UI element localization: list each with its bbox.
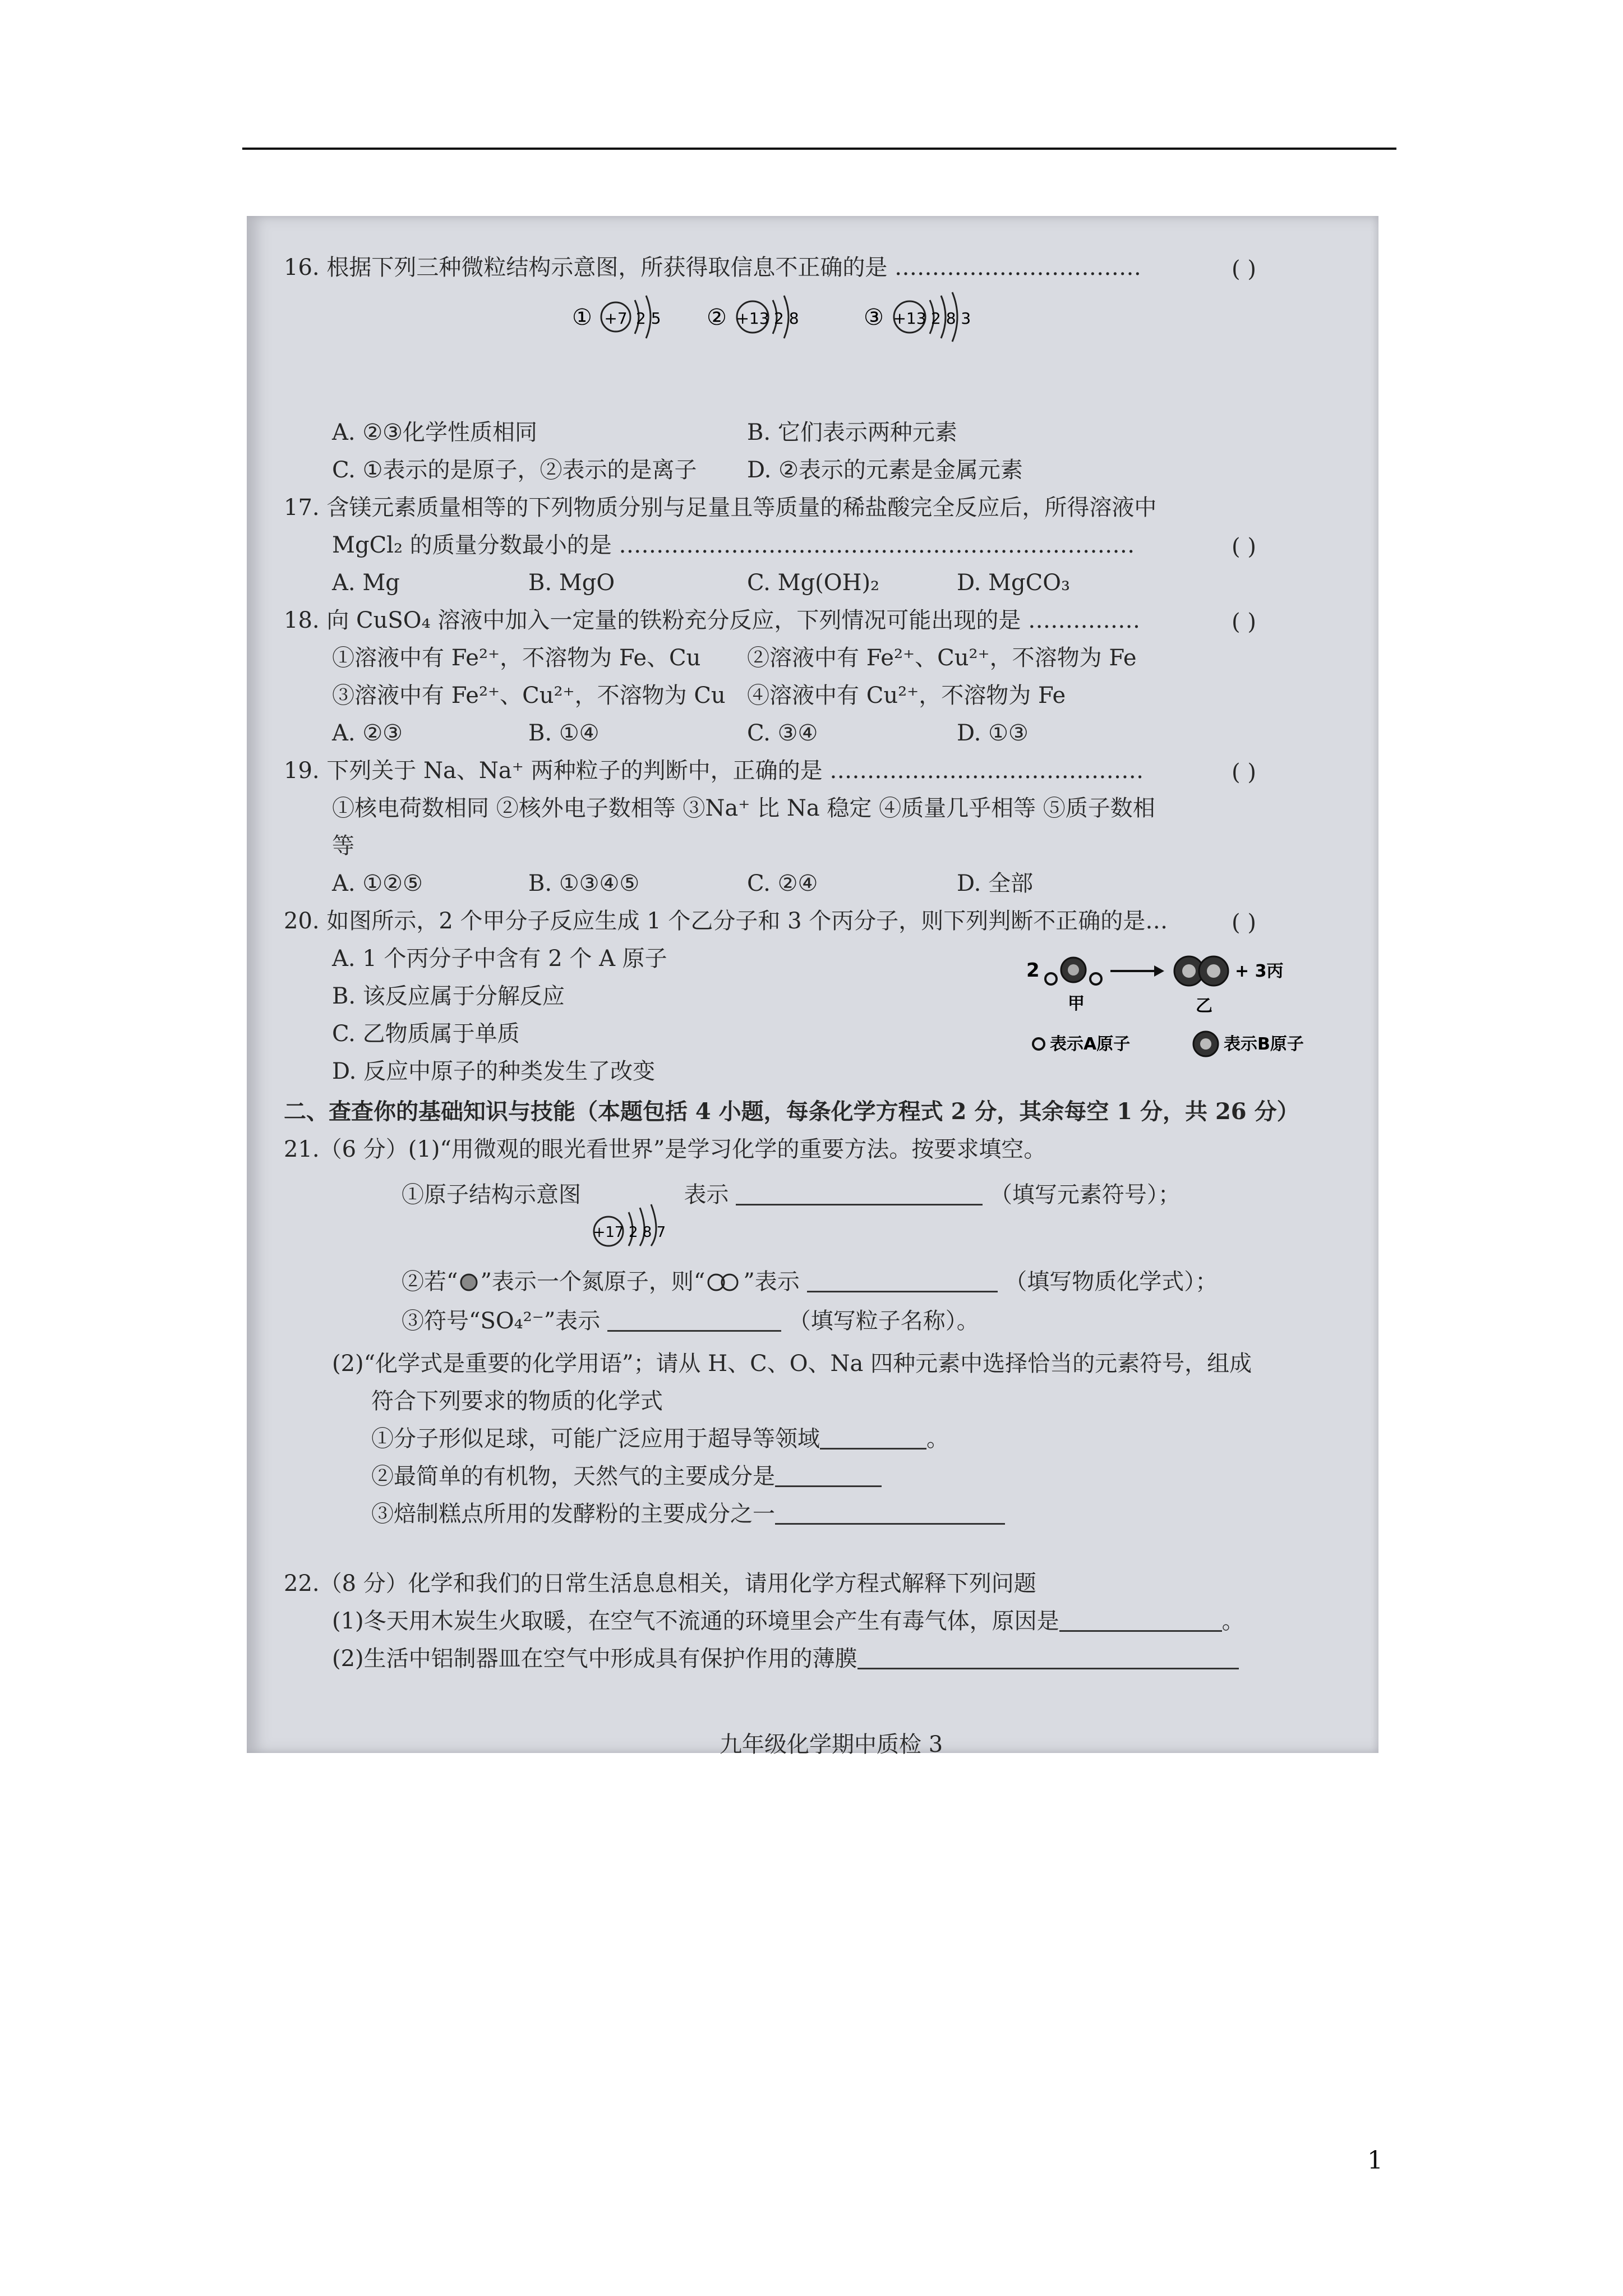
q22-p1-answer-blank[interactable] bbox=[1059, 1610, 1222, 1632]
q22-stem: 22.（8 分）化学和我们的日常生活息息相关，请用化学方程式解释下列问题 bbox=[284, 1571, 1036, 1596]
q19-option-b: B. ①③④⑤ bbox=[528, 871, 640, 896]
page-number: 1 bbox=[1367, 2146, 1383, 2175]
q20-option-a: A. 1 个丙分子中含有 2 个 A 原子 bbox=[332, 946, 667, 972]
q20-option-b: B. 该反应属于分解反应 bbox=[332, 983, 565, 1009]
page-footer: 九年级化学期中质检 3 bbox=[720, 1732, 943, 1757]
q20-answer-paren: ( ) bbox=[1232, 910, 1256, 936]
label-jia: 甲 bbox=[1068, 994, 1085, 1014]
q22-p2-text: (2)生活中铝制器皿在空气中形成具有保护作用的薄膜 bbox=[332, 1646, 857, 1672]
svg-text:2 8 7: 2 8 7 bbox=[628, 1224, 666, 1241]
q21-part1-line2 bbox=[402, 1271, 1218, 1293]
q18-case-3: ③溶液中有 Fe²⁺、Cu²⁺，不溶物为 Cu bbox=[332, 683, 726, 708]
q21-s2a-answer-blank[interactable] bbox=[820, 1428, 926, 1450]
q19-option-a: A. ①②⑤ bbox=[332, 871, 423, 896]
q18-case-4: ④溶液中有 Cu²⁺，不溶物为 Fe bbox=[747, 683, 1066, 708]
q21-p1-text-c: （填写元素符号）； bbox=[989, 1182, 1181, 1208]
q21-p1-text-a: ①原子结构示意图 bbox=[402, 1182, 581, 1208]
q17-answer-paren: ( ) bbox=[1232, 534, 1256, 560]
q20-option-d: D. 反应中原子的种类发生了改变 bbox=[332, 1059, 656, 1084]
q21-p2-answer-blank[interactable] bbox=[807, 1271, 998, 1292]
q16-d2-charge: +13 bbox=[736, 309, 769, 328]
q21-part1-line1 bbox=[402, 1184, 1181, 1247]
q21-part2-c bbox=[371, 1503, 1005, 1525]
q16-option-d: D. ②表示的元素是金属元素 bbox=[747, 457, 1023, 483]
q21-p2-text-b: ”表示一个氮原子，则“ bbox=[480, 1269, 706, 1295]
q21-p1-answer-blank[interactable] bbox=[736, 1184, 983, 1205]
q21-s2b-answer-blank[interactable] bbox=[775, 1465, 882, 1487]
q18-option-a: A. ②③ bbox=[332, 720, 403, 746]
q18-stem: 18. 向 CuSO₄ 溶液中加入一定量的铁粉充分反应，下列情况可能出现的是 …………… bbox=[284, 608, 1141, 633]
q19-stem: 19. 下列关于 Na、Na⁺ 两种粒子的判断中，正确的是 …………………………………… bbox=[284, 758, 1144, 784]
nitrogen-atom-icon bbox=[458, 1272, 480, 1292]
q21-part2-line2: 符合下列要求的物质的化学式 bbox=[371, 1388, 663, 1414]
q16-option-b: B. 它们表示两种元素 bbox=[747, 420, 957, 445]
q20-stem: 20. 如图所示，2 个甲分子反应生成 1 个乙分子和 3 个丙分子，则下列判断不正确的是… bbox=[284, 908, 1168, 934]
nitrogen-molecule-icon bbox=[705, 1272, 743, 1292]
q16-d1-charge: +7 bbox=[604, 309, 628, 328]
molecule-jia bbox=[1045, 958, 1101, 984]
molecule-yi bbox=[1174, 956, 1228, 986]
section-2-heading: 二、查查你的基础知识与技能（本题包括 4 小题，每条化学方程式 2 分，其余每空 1 分，共 26 分） bbox=[284, 1098, 1299, 1125]
q20-plus-3-bing: + 3丙 bbox=[1235, 961, 1284, 981]
svg-text:+17: +17 bbox=[593, 1224, 624, 1241]
q21-s2c-answer-blank[interactable] bbox=[775, 1503, 1005, 1525]
q21-p3-text-b: （填写粒子名称）。 bbox=[788, 1308, 979, 1334]
q17-option-a: A. Mg bbox=[332, 570, 400, 596]
q16-d1-label: ① bbox=[572, 305, 592, 330]
header-rule bbox=[242, 148, 1396, 150]
q21-p3-text-a: ③符号“SO₄²⁻”表示 bbox=[402, 1308, 601, 1334]
q16-d3-charge: +13 bbox=[893, 309, 926, 328]
q17-option-c: C. Mg(OH)₂ bbox=[747, 570, 880, 596]
q22-part1 bbox=[332, 1610, 1244, 1632]
q21-part1-line3 bbox=[402, 1310, 979, 1332]
q16-stem: 16. 根据下列三种微粒结构示意图，所获得取信息不正确的是 …………………………… bbox=[284, 255, 1142, 280]
q20-coefficient: 2 bbox=[1026, 959, 1040, 982]
legend-a-text: 表示A原子 bbox=[1050, 1034, 1131, 1054]
scanned-exam-photo bbox=[247, 216, 1378, 1753]
q19-statements-line2: 等 bbox=[332, 833, 354, 859]
legend-b-text: 表示B原子 bbox=[1224, 1034, 1304, 1054]
q18-option-d: D. ①③ bbox=[957, 720, 1029, 746]
q17-stem-line2: MgCl₂ 的质量分数最小的是 …………………………………………………………… bbox=[332, 532, 1135, 558]
q19-answer-paren: ( ) bbox=[1232, 760, 1256, 785]
q18-option-c: C. ③④ bbox=[747, 720, 818, 746]
q22-part2 bbox=[332, 1648, 1239, 1670]
q16-d3-label: ③ bbox=[864, 305, 884, 330]
q19-option-d: D. 全部 bbox=[957, 871, 1034, 896]
q21-stem: 21.（6 分）(1)“用微观的眼光看世界”是学习化学的重要方法。按要求填空。 bbox=[284, 1137, 1046, 1162]
q21-p3-answer-blank[interactable] bbox=[607, 1310, 781, 1332]
q19-option-c: C. ②④ bbox=[747, 871, 818, 896]
q16-d3-electrons: 2 8 3 bbox=[931, 309, 971, 328]
q21-part2-line1: (2)“化学式是重要的化学用语”；请从 H、C、O、Na 四种元素中选择恰当的元素符号，组成 bbox=[332, 1351, 1252, 1377]
q17-option-d: D. MgCO₃ bbox=[957, 570, 1071, 596]
q22-p1-end: 。 bbox=[1221, 1608, 1244, 1634]
q19-statements-line1: ①核电荷数相同 ②核外电子数相等 ③Na⁺ 比 Na 稳定 ④质量几乎相等 ⑤质子数相 bbox=[332, 795, 1155, 821]
q20-option-c: C. 乙物质属于单质 bbox=[332, 1021, 520, 1047]
q21-s2b-text: ②最简单的有机物，天然气的主要成分是 bbox=[371, 1464, 775, 1489]
q18-option-b: B. ①④ bbox=[528, 720, 600, 746]
q21-part2-b bbox=[371, 1465, 882, 1488]
chlorine-atom-diagram bbox=[591, 1185, 675, 1247]
q21-s2a-text: ①分子形似足球，可能广泛应用于超导等领域 bbox=[371, 1426, 820, 1452]
q21-s2a-end: 。 bbox=[926, 1426, 949, 1452]
legend-a-icon bbox=[1033, 1038, 1044, 1050]
q18-case-1: ①溶液中有 Fe²⁺，不溶物为 Fe、Cu bbox=[332, 645, 701, 671]
q21-p2-text-a: ②若“ bbox=[402, 1269, 458, 1295]
q18-case-2: ②溶液中有 Fe²⁺、Cu²⁺，不溶物为 Fe bbox=[747, 645, 1137, 671]
q21-p2-text-d: （填写物质化学式）； bbox=[1004, 1269, 1218, 1295]
q22-p2-answer-blank[interactable] bbox=[857, 1648, 1239, 1669]
q17-option-b: B. MgO bbox=[528, 570, 615, 596]
q16-option-c: C. ①表示的是原子，②表示的是离子 bbox=[332, 457, 697, 483]
q16-d2-electrons: 2 8 bbox=[774, 309, 799, 328]
q16-option-a: A. ②③化学性质相同 bbox=[332, 420, 538, 445]
label-yi: 乙 bbox=[1196, 996, 1212, 1016]
q21-p1-text-b: 表示 bbox=[684, 1182, 729, 1208]
q16-d1-electrons: 2 5 bbox=[636, 309, 661, 328]
q16-atom-diagrams bbox=[572, 288, 1032, 349]
q17-stem-line1: 17. 含镁元素质量相等的下列物质分别与足量且等质量的稀盐酸完全反应后，所得溶液中 bbox=[284, 495, 1157, 521]
q16-d2-label: ② bbox=[707, 305, 727, 330]
q18-answer-paren: ( ) bbox=[1232, 609, 1256, 635]
q21-p2-text-c: ”表示 bbox=[743, 1269, 800, 1295]
q21-part2-a bbox=[371, 1428, 949, 1450]
q22-p1-text: (1)冬天用木炭生火取暖，在空气不流通的环境里会产生有毒气体，原因是 bbox=[332, 1608, 1059, 1634]
q20-reaction-diagram bbox=[1026, 945, 1363, 1074]
q21-s2c-text: ③焙制糕点所用的发酵粉的主要成分之一 bbox=[371, 1501, 775, 1527]
q16-answer-paren: ( ) bbox=[1232, 256, 1256, 282]
